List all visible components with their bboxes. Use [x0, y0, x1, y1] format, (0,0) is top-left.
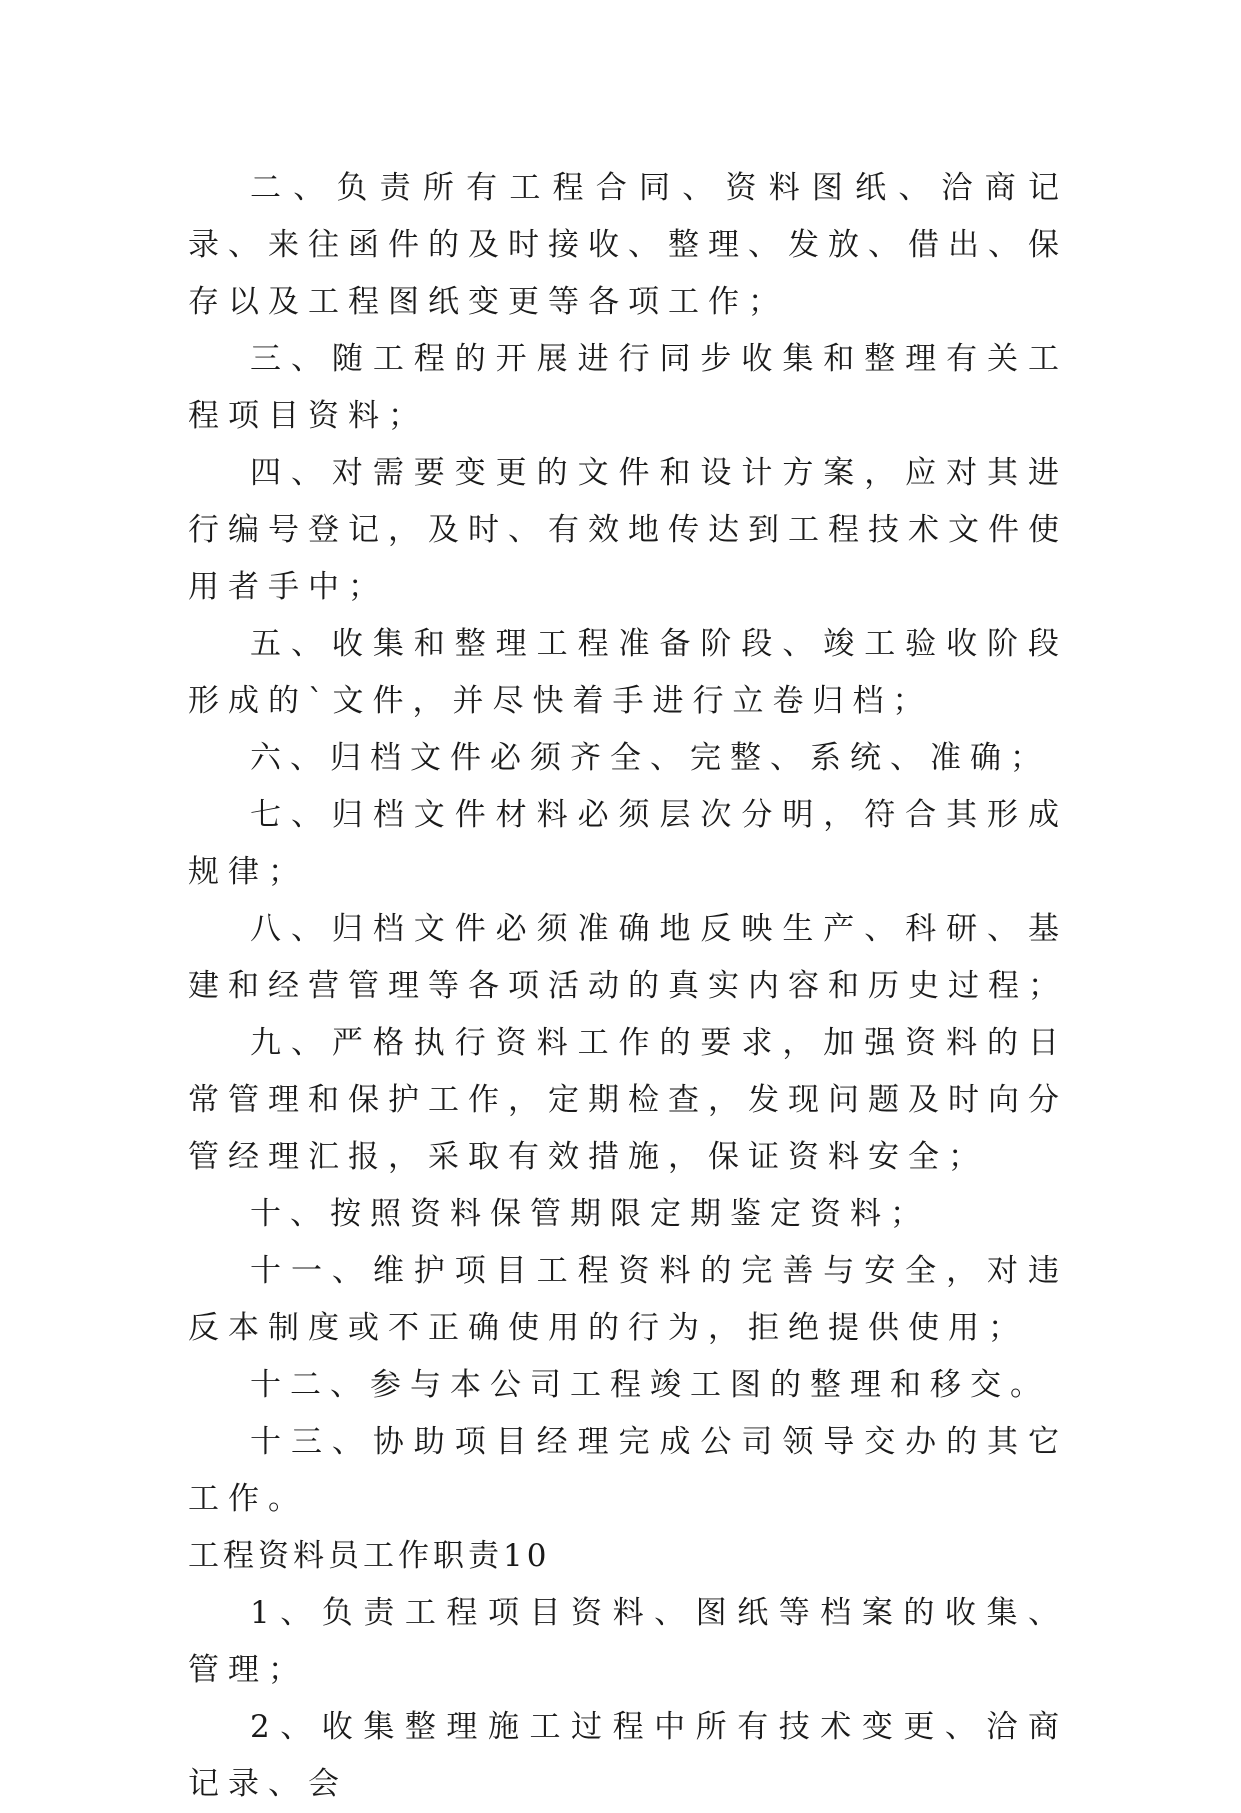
paragraph-item-8: 八、归档文件必须准确地反映生产、科研、基建和经营管理等各项活动的真实内容和历史过程； [188, 911, 1068, 1004]
numbered-item-1: 1、负责工程项目资料、图纸等档案的收集、管理； [188, 1595, 1068, 1688]
paragraph-item-3: 三、随工程的开展进行同步收集和整理有关工程项目资料； [188, 341, 1068, 434]
paragraph-item-7: 七、归档文件材料必须层次分明，符合其形成规律； [188, 797, 1068, 890]
paragraph-item-12: 十二、参与本公司工程竣工图的整理和移交。 [250, 1367, 1050, 1403]
paragraph-item-2: 二、负责所有工程合同、资料图纸、洽商记录、来往函件的及时接收、整理、发放、借出、保存以及工程图纸变更等各项工作； [188, 170, 1068, 320]
paragraph-item-4: 四、对需要变更的文件和设计方案，应对其进行编号登记，及时、有效地传达到工程技术文件使用者手中； [188, 455, 1068, 605]
numbered-item-2: 2、收集整理施工过程中所有技术变更、洽商记录、会 [188, 1709, 1068, 1802]
section-heading: 工程资料员工作职责10 [188, 1538, 551, 1574]
paragraph-item-13: 十三、协助项目经理完成公司领导交办的其它工作。 [188, 1424, 1068, 1517]
paragraph-item-9: 九、严格执行资料工作的要求，加强资料的日常管理和保护工作，定期检查，发现问题及时向分管经理汇报，采取有效措施，保证资料安全； [188, 1025, 1068, 1175]
paragraph-item-10: 十、按照资料保管期限定期鉴定资料； [250, 1196, 930, 1232]
paragraph-item-11: 十一、维护项目工程资料的完善与安全，对违反本制度或不正确使用的行为，拒绝提供使用； [188, 1253, 1068, 1346]
paragraph-item-6: 六、归档文件必须齐全、完整、系统、准确； [250, 740, 1050, 776]
document-body [188, 160, 1068, 1813]
paragraph-item-5: 五、收集和整理工程准备阶段、竣工验收阶段形成的`文件，并尽快着手进行立卷归档； [188, 626, 1068, 719]
